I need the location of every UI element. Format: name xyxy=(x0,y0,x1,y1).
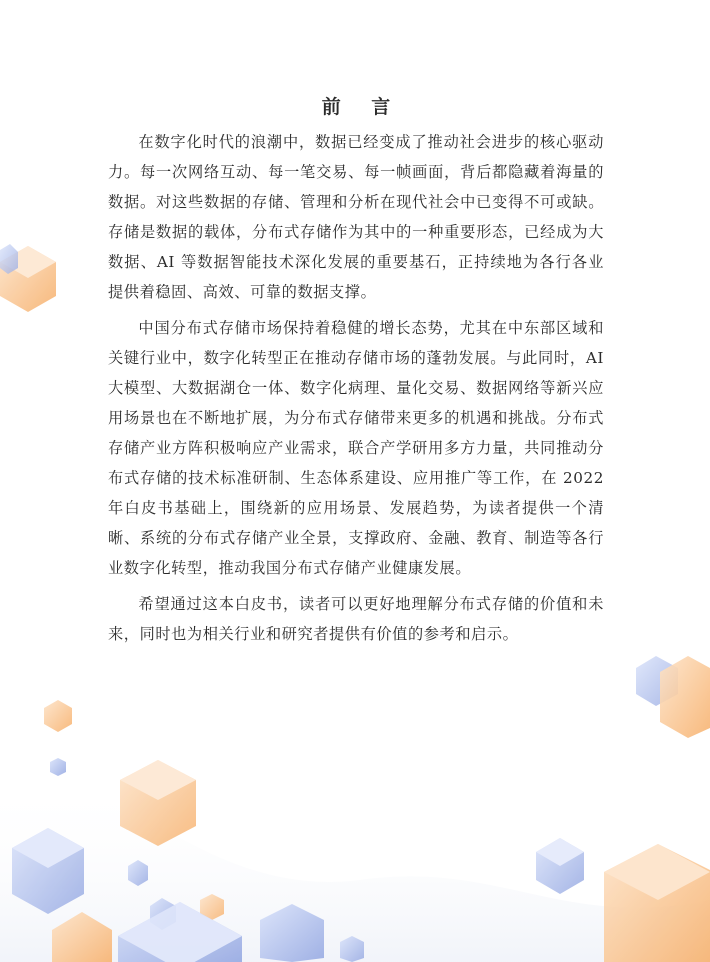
preface-content xyxy=(108,92,604,649)
cube-blue-small-left xyxy=(50,758,66,776)
cube-orange-large-bottom-right xyxy=(604,844,710,962)
cube-blue-left-mid xyxy=(0,244,18,274)
cube-blue-bottom-small xyxy=(340,936,364,962)
cube-orange-bottom-left xyxy=(52,912,112,962)
cube-orange-center-left xyxy=(120,760,196,846)
paragraph-1: 在数字化时代的浪潮中，数据已经变成了推动社会进步的核心驱动力。每一次网络互动、每一笔交易、每一帧画面，背后都隐藏着海量的数据。对这些数据的存储、管理和分析在现代社会中已变得不可或缺。存储是数据的载体，分布式存储作为其中的一种重要形态，已经成为大数据、AI 等数据智能技术深化发展的重要基石，正持续地为各行各业提供着稳固、高效、可靠的数据支撑。 xyxy=(108,133,604,301)
cube-orange-right-upper xyxy=(660,656,710,738)
cube-blue-small-1 xyxy=(128,860,148,886)
cube-orange-left-mid xyxy=(0,246,56,312)
cube-blue-bottom-center xyxy=(118,902,242,962)
cube-blue-right-mid xyxy=(536,838,584,894)
cube-orange-small-bottom xyxy=(200,894,224,920)
cube-blue-right-upper xyxy=(636,656,678,706)
paragraph-2: 中国分布式存储市场保持着稳健的增长态势，尤其在中东部区域和关键行业中，数字化转型正在推动存储市场的蓬勃发展。与此同时，AI 大模型、大数据湖仓一体、数字化病理、量化交易、数据网络等新兴应用场景也在不断地扩展，为分布式存储带来更多的机遇和挑战。分布式存储产业方阵积极响应产业需求，联合产学研用多方力量，共同推动分布式存储的技术标准研制、生态体系建设、应用推广等工作，在 2022 年白皮书基础上，围绕新的应用场景、发展趋势，为读者提供一个清晰、系统的分布式存储产业全景，支撑政府、金融、教育、制造等各行业数字化转型，推动我国分布式存储产业健康发展。 xyxy=(108,319,604,577)
cube-blue-large-bottom-left xyxy=(12,828,84,914)
paragraph-3: 希望通过这本白皮书，读者可以更好地理解分布式存储的价值和未来，同时也为相关行业和研究者提供有价值的参考和启示。 xyxy=(108,595,604,643)
page-title: 前 言 xyxy=(321,96,403,118)
cube-blue-bottom-mid xyxy=(260,904,324,962)
cube-orange-small-left xyxy=(44,700,72,732)
cube-blue-small-2 xyxy=(150,898,176,930)
